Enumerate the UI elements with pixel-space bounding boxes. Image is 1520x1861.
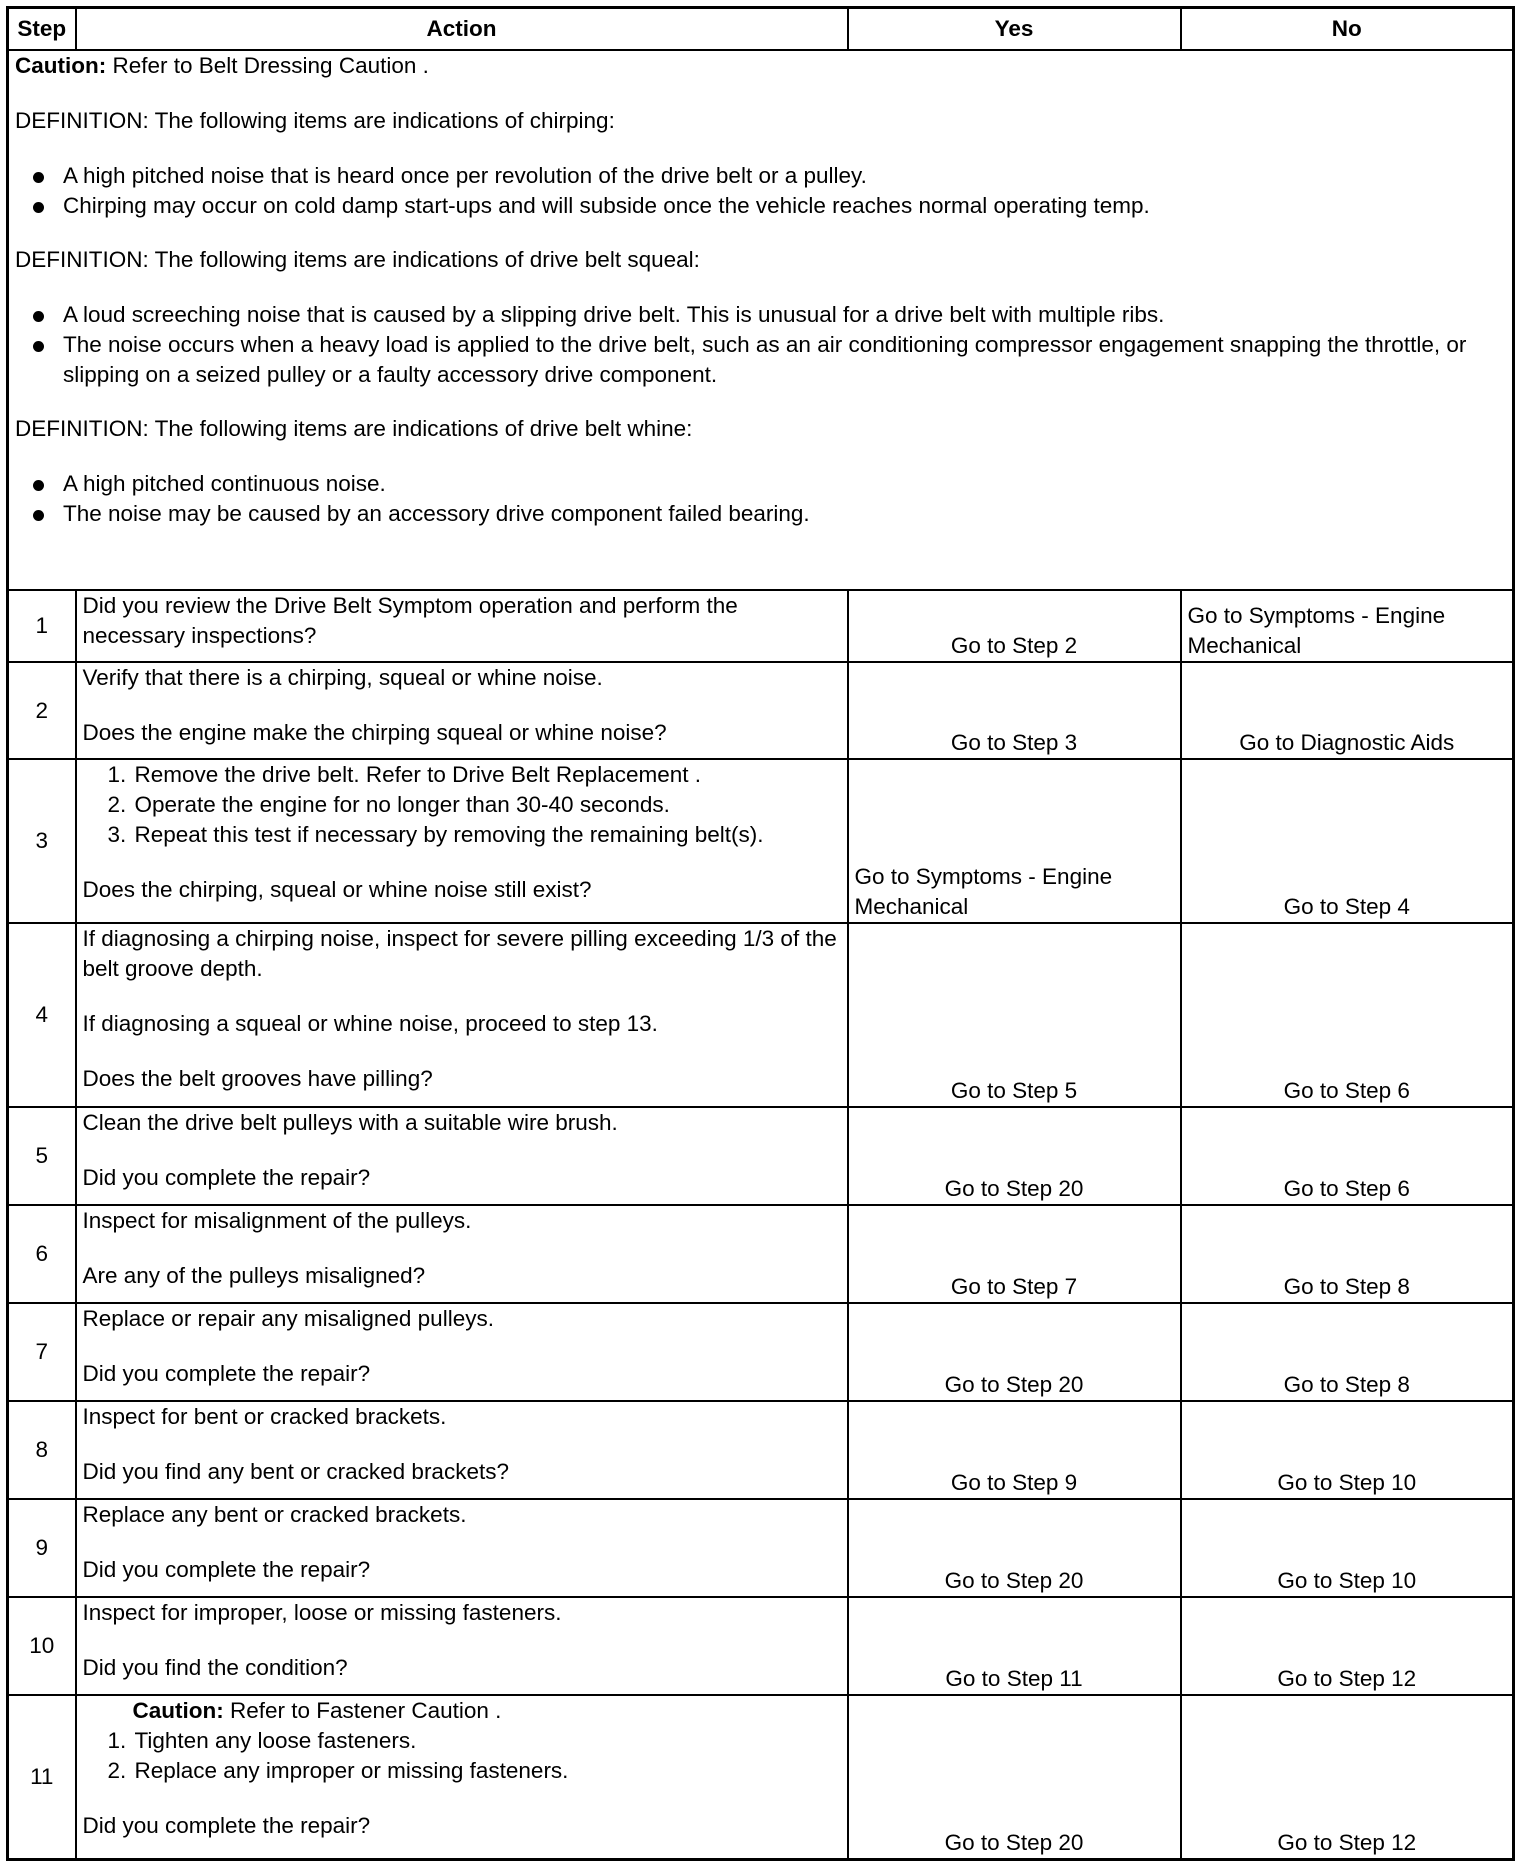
- definition-chirping: DEFINITION: The following items are indications of chirping:: [15, 108, 615, 133]
- step-action: [76, 662, 848, 759]
- whine-list: [15, 469, 1506, 529]
- step-no: Go to Diagnostic Aids: [1181, 662, 1514, 759]
- list-item: 1. Remove the drive belt. Refer to Drive Belt Replacement .: [133, 760, 841, 790]
- header-action: Action: [76, 8, 848, 51]
- step-instruction: Replace or repair any misaligned pulleys.: [82, 1306, 494, 1331]
- squeal-list: [15, 300, 1506, 390]
- step-question: Does the chirping, squeal or whine noise still exist?: [82, 877, 592, 902]
- step-question: Did you review the Drive Belt Symptom operation and perform the necessary inspections?: [82, 593, 738, 648]
- step-yes: Go to Symptoms - Engine Mechanical: [848, 759, 1181, 923]
- caution-label: Caution:: [15, 53, 107, 78]
- list-item: 2. Operate the engine for no longer than 30-40 seconds.: [133, 790, 841, 820]
- step-yes: Go to Step 7: [848, 1205, 1181, 1303]
- step-yes: Go to Step 11: [848, 1597, 1181, 1695]
- step-question: Did you find any bent or cracked brackets?: [82, 1459, 509, 1484]
- step-row-3: [8, 759, 1514, 923]
- step-action: [76, 1401, 848, 1499]
- header-no: No: [1181, 8, 1514, 51]
- step-number: 7: [8, 1303, 76, 1401]
- step-question: Did you complete the repair?: [82, 1361, 371, 1386]
- list-item: A high pitched noise that is heard once per revolution of the drive belt or a pulley.: [63, 161, 1506, 191]
- step-yes: Go to Step 9: [848, 1401, 1181, 1499]
- step-question: Did you complete the repair?: [82, 1165, 371, 1190]
- step-number: 11: [8, 1695, 76, 1859]
- step-number: 1: [8, 590, 76, 662]
- step-row-8: [8, 1401, 1514, 1499]
- step-no: Go to Step 8: [1181, 1205, 1514, 1303]
- intro-caution: [15, 51, 1506, 81]
- step-row-11: [8, 1695, 1514, 1859]
- step-question: Are any of the pulleys misaligned?: [82, 1263, 426, 1288]
- step-procedure: [83, 1726, 841, 1786]
- list-item: Chirping may occur on cold damp start-ups and will subside once the vehicle reaches normal operating temp.: [63, 191, 1506, 221]
- caution-text: Refer to Belt Dressing Caution .: [106, 53, 429, 78]
- intro-row: [8, 50, 1514, 590]
- step-yes: Go to Step 20: [848, 1107, 1181, 1205]
- step-row-10: [8, 1597, 1514, 1695]
- step-action: [76, 1107, 848, 1205]
- intro-cell: [8, 50, 1514, 590]
- header-row: [8, 8, 1514, 51]
- list-item: 2. Replace any improper or missing fasteners.: [133, 1756, 841, 1786]
- step-number: 8: [8, 1401, 76, 1499]
- step-no: Go to Step 6: [1181, 1107, 1514, 1205]
- step-action: [76, 1695, 848, 1859]
- step-action: [76, 923, 848, 1107]
- step-yes: Go to Step 20: [848, 1499, 1181, 1597]
- step-number: 5: [8, 1107, 76, 1205]
- step-action: [76, 590, 848, 662]
- list-item: A high pitched continuous noise.: [63, 469, 1506, 499]
- step-no: Go to Step 4: [1181, 759, 1514, 923]
- step-question: Does the belt grooves have pilling?: [82, 1066, 433, 1091]
- step-question: Does the engine make the chirping squeal or whine noise?: [82, 720, 667, 745]
- step-yes: Go to Step 2: [848, 590, 1181, 662]
- step-instruction: Verify that there is a chirping, squeal or whine noise.: [82, 665, 603, 690]
- step-question: Did you find the condition?: [82, 1655, 348, 1680]
- header-yes: Yes: [848, 8, 1181, 51]
- step-question: Did you complete the repair?: [82, 1557, 371, 1582]
- step-no: Go to Step 12: [1181, 1695, 1514, 1859]
- step-row-4: [8, 923, 1514, 1107]
- step-instruction: If diagnosing a squeal or whine noise, proceed to step 13.: [82, 1011, 658, 1036]
- step-row-2: [8, 662, 1514, 759]
- diagnostic-table: [6, 6, 1515, 1861]
- step-caution: [83, 1696, 841, 1726]
- list-item: The noise may be caused by an accessory drive component failed bearing.: [63, 499, 1506, 529]
- step-action: [76, 759, 848, 923]
- step-no: Go to Step 12: [1181, 1597, 1514, 1695]
- step-no: Go to Step 8: [1181, 1303, 1514, 1401]
- chirping-list: [15, 161, 1506, 221]
- list-item: The noise occurs when a heavy load is applied to the drive belt, such as an air conditioning compressor engagement snapping the throttle, or slipping on a seized pulley or a faulty accessory drive component.: [63, 330, 1506, 390]
- step-row-1: [8, 590, 1514, 662]
- definition-squeal: DEFINITION: The following items are indications of drive belt squeal:: [15, 247, 700, 272]
- step-yes: Go to Step 3: [848, 662, 1181, 759]
- step-yes: Go to Step 20: [848, 1695, 1181, 1859]
- step-action: [76, 1205, 848, 1303]
- step-question: Did you complete the repair?: [82, 1813, 371, 1838]
- step-number: 10: [8, 1597, 76, 1695]
- list-item: 3. Repeat this test if necessary by removing the remaining belt(s).: [133, 820, 841, 850]
- step-action: [76, 1303, 848, 1401]
- header-step: Step: [8, 8, 76, 51]
- step-number: 4: [8, 923, 76, 1107]
- step-yes: Go to Step 5: [848, 923, 1181, 1107]
- step-number: 9: [8, 1499, 76, 1597]
- step-procedure: [83, 760, 841, 850]
- definition-whine: DEFINITION: The following items are indications of drive belt whine:: [15, 416, 693, 441]
- caution-text: Refer to Fastener Caution .: [223, 1698, 502, 1723]
- step-instruction: Clean the drive belt pulleys with a suitable wire brush.: [82, 1110, 618, 1135]
- step-action: [76, 1597, 848, 1695]
- step-instruction: If diagnosing a chirping noise, inspect for severe pilling exceeding 1/3 of the belt groove depth.: [82, 926, 837, 981]
- step-row-9: [8, 1499, 1514, 1597]
- step-no: Go to Step 10: [1181, 1401, 1514, 1499]
- step-number: 6: [8, 1205, 76, 1303]
- caution-label: Caution:: [132, 1698, 224, 1723]
- step-instruction: Inspect for improper, loose or missing fasteners.: [82, 1600, 562, 1625]
- step-row-7: [8, 1303, 1514, 1401]
- step-no: Go to Step 10: [1181, 1499, 1514, 1597]
- step-instruction: Replace any bent or cracked brackets.: [82, 1502, 467, 1527]
- step-instruction: Inspect for bent or cracked brackets.: [82, 1404, 447, 1429]
- step-number: 2: [8, 662, 76, 759]
- step-row-6: [8, 1205, 1514, 1303]
- step-no: Go to Symptoms - Engine Mechanical: [1181, 590, 1514, 662]
- step-action: [76, 1499, 848, 1597]
- step-yes: Go to Step 20: [848, 1303, 1181, 1401]
- list-item: 1. Tighten any loose fasteners.: [133, 1726, 841, 1756]
- list-item: A loud screeching noise that is caused by a slipping drive belt. This is unusual for a drive belt with multiple ribs.: [63, 300, 1506, 330]
- step-row-5: [8, 1107, 1514, 1205]
- step-no: Go to Step 6: [1181, 923, 1514, 1107]
- step-instruction: Inspect for misalignment of the pulleys.: [82, 1208, 472, 1233]
- step-number: 3: [8, 759, 76, 923]
